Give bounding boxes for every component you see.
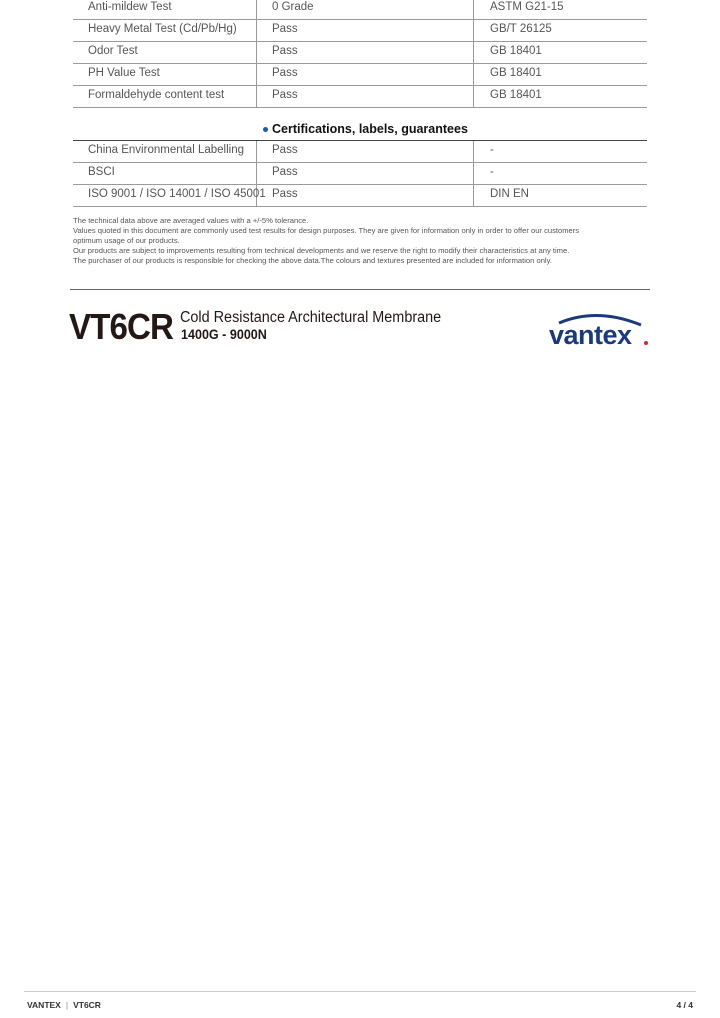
bullet-icon bbox=[263, 127, 268, 132]
table-row bbox=[73, 163, 647, 185]
note-line: Our products are subject to improvements resulting from technical developments and we reserve the right to modify their characteristics at any time. bbox=[73, 246, 570, 255]
cert-result: Pass bbox=[272, 144, 298, 156]
test-result: Pass bbox=[272, 67, 298, 79]
test-result: 0 Grade bbox=[272, 1, 314, 13]
cert-name: BSCI bbox=[88, 166, 115, 178]
cert-result: Pass bbox=[272, 166, 298, 178]
test-table bbox=[73, 0, 647, 108]
cert-standard: - bbox=[490, 144, 494, 156]
logo-text: vantex bbox=[549, 320, 632, 350]
table-row bbox=[73, 0, 647, 20]
test-standard: GB/T 26125 bbox=[490, 23, 552, 35]
product-code: VT6CR bbox=[69, 306, 173, 347]
test-name: Odor Test bbox=[88, 45, 138, 57]
cert-result: Pass bbox=[272, 188, 298, 200]
note-line: The purchaser of our products is responsible for checking the above data.The colours and textures presented are included for information only. bbox=[73, 256, 552, 265]
note-line: The technical data above are averaged values with a +/-5% tolerance. bbox=[73, 216, 309, 225]
cert-standard: - bbox=[490, 166, 494, 178]
disclaimer-notes bbox=[73, 216, 653, 266]
page-number: 4 / 4 bbox=[676, 1000, 693, 1010]
table-row bbox=[73, 141, 647, 163]
footer-code: VT6CR bbox=[73, 1000, 101, 1010]
table-row bbox=[73, 42, 647, 64]
table-row bbox=[73, 64, 647, 86]
divider bbox=[70, 289, 650, 290]
table-row bbox=[73, 20, 647, 42]
note-line: optimum usage of our products. bbox=[73, 236, 180, 245]
table-row bbox=[73, 86, 647, 108]
product-name: Cold Resistance Architectural Membrane bbox=[180, 309, 442, 326]
cert-name: China Environmental Labelling bbox=[88, 144, 244, 156]
test-standard: GB 18401 bbox=[490, 67, 542, 79]
cert-name: ISO 9001 / ISO 14001 / ISO 45001 bbox=[88, 188, 266, 200]
product-spec: 1400G - 9000N bbox=[181, 327, 267, 342]
test-name: Heavy Metal Test (Cd/Pb/Hg) bbox=[88, 23, 237, 35]
footer-brand bbox=[27, 1000, 101, 1010]
section-title-text: Certifications, labels, guarantees bbox=[272, 122, 468, 136]
test-standard: GB 18401 bbox=[490, 89, 542, 101]
test-result: Pass bbox=[272, 23, 298, 35]
test-result: Pass bbox=[272, 45, 298, 57]
section-title bbox=[73, 120, 647, 141]
footer-brand-name: VANTEX bbox=[27, 1000, 61, 1010]
test-result: Pass bbox=[272, 89, 298, 101]
note-line: Values quoted in this document are commonly used test results for design purposes. They are given for information only in order to offer our customers bbox=[73, 226, 580, 235]
test-standard: GB 18401 bbox=[490, 45, 542, 57]
footer-divider bbox=[24, 991, 696, 992]
test-name: Anti-mildew Test bbox=[88, 1, 172, 13]
footer-separator: | bbox=[65, 1000, 69, 1010]
test-name: PH Value Test bbox=[88, 67, 160, 79]
cert-standard: DIN EN bbox=[490, 188, 529, 200]
table-row bbox=[73, 185, 647, 207]
test-name: Formaldehyde content test bbox=[88, 89, 225, 101]
test-standard: ASTM G21-15 bbox=[490, 1, 564, 13]
vantex-logo bbox=[549, 309, 649, 349]
certifications-table bbox=[73, 141, 647, 207]
